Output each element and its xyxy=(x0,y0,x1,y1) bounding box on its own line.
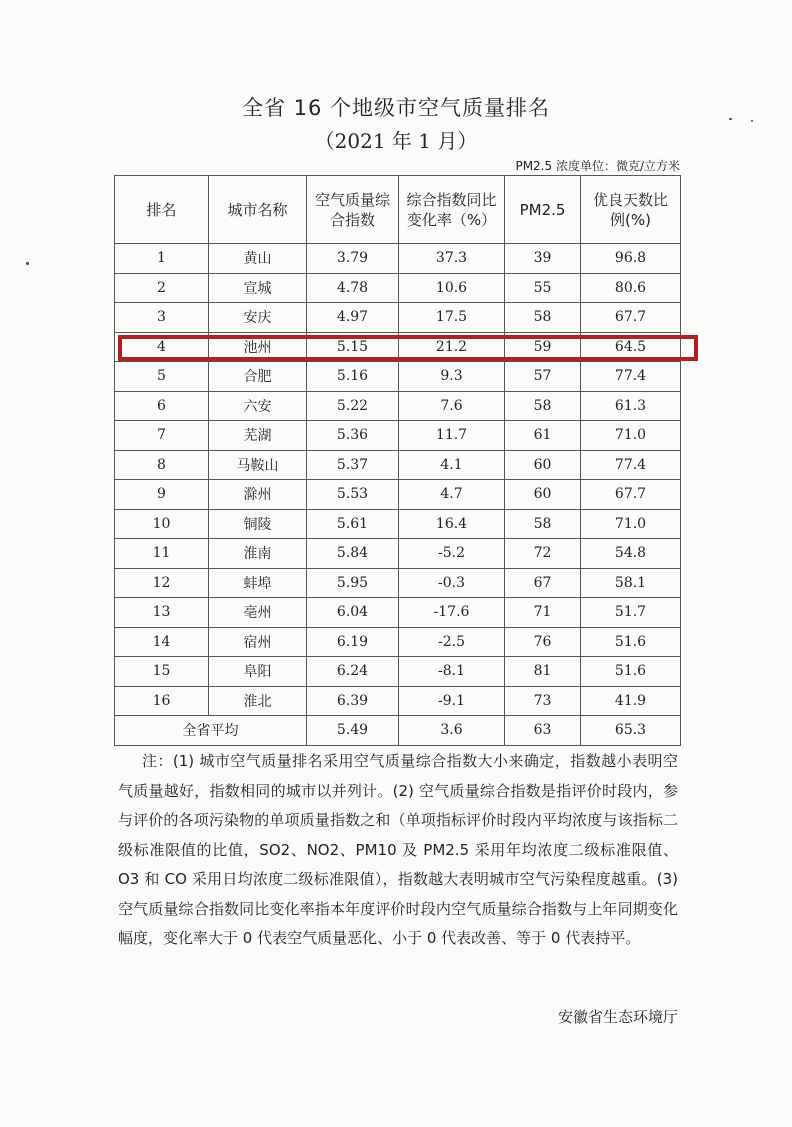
table-row xyxy=(115,598,681,628)
cell-aqi-index: 5.15 xyxy=(307,332,399,362)
table-row xyxy=(115,303,681,333)
average-row xyxy=(115,716,681,746)
cell-good-ratio: 67.7 xyxy=(581,480,681,510)
cell-change-rate: -8.1 xyxy=(399,657,505,687)
cell-pm25: 73 xyxy=(505,686,581,716)
cell-rank: 14 xyxy=(115,627,209,657)
cell-city: 池州 xyxy=(209,332,307,362)
cell-aqi-index: 5.36 xyxy=(307,421,399,451)
cell-change-rate: 16.4 xyxy=(399,509,505,539)
cell-aqi-index: 6.04 xyxy=(307,598,399,628)
cell-pm25: 60 xyxy=(505,480,581,510)
cell-pm25: 55 xyxy=(505,273,581,303)
cell-rank: 13 xyxy=(115,598,209,628)
header-change-rate: 综合指数同比变化率（%） xyxy=(399,176,505,244)
cell-rank: 7 xyxy=(115,421,209,451)
header-aqi-index: 空气质量综合指数 xyxy=(307,176,399,244)
header-city: 城市名称 xyxy=(209,176,307,244)
header-rank: 排名 xyxy=(115,176,209,244)
header-pm25: PM2.5 xyxy=(505,176,581,244)
cell-aqi-index: 5.84 xyxy=(307,539,399,569)
cell-good-ratio: 77.4 xyxy=(581,450,681,480)
cell-change-rate: 21.2 xyxy=(399,332,505,362)
table-row xyxy=(115,450,681,480)
cell-city: 铜陵 xyxy=(209,509,307,539)
cell-pm25: 60 xyxy=(505,450,581,480)
cell-good-ratio: 61.3 xyxy=(581,391,681,421)
cell-pm25: 39 xyxy=(505,244,581,274)
cell-aqi-index: 5.53 xyxy=(307,480,399,510)
cell-change-rate: -5.2 xyxy=(399,539,505,569)
cell-change-rate: 4.7 xyxy=(399,480,505,510)
cell-good-ratio: 58.1 xyxy=(581,568,681,598)
issuing-agency: 安徽省生态环境厅 xyxy=(557,1008,678,1026)
average-good-ratio: 65.3 xyxy=(581,716,681,746)
document-title: 全省 16 个地级市空气质量排名 xyxy=(241,96,551,120)
cell-good-ratio: 71.0 xyxy=(581,421,681,451)
table-row xyxy=(115,539,681,569)
scan-speck xyxy=(751,120,753,122)
cell-good-ratio: 51.7 xyxy=(581,598,681,628)
cell-change-rate: 4.1 xyxy=(399,450,505,480)
cell-aqi-index: 4.78 xyxy=(307,273,399,303)
cell-city: 芜湖 xyxy=(209,421,307,451)
cell-rank: 9 xyxy=(115,480,209,510)
cell-city: 亳州 xyxy=(209,598,307,628)
cell-pm25: 57 xyxy=(505,362,581,392)
cell-city: 马鞍山 xyxy=(209,450,307,480)
average-index: 5.49 xyxy=(307,716,399,746)
cell-aqi-index: 6.24 xyxy=(307,657,399,687)
cell-city: 阜阳 xyxy=(209,657,307,687)
cell-rank: 8 xyxy=(115,450,209,480)
cell-aqi-index: 5.16 xyxy=(307,362,399,392)
average-pm25: 63 xyxy=(505,716,581,746)
cell-good-ratio: 96.8 xyxy=(581,244,681,274)
cell-rank: 12 xyxy=(115,568,209,598)
table-row xyxy=(115,421,681,451)
cell-city: 滁州 xyxy=(209,480,307,510)
table-row xyxy=(115,509,681,539)
table-row xyxy=(115,244,681,274)
cell-city: 安庆 xyxy=(209,303,307,333)
cell-pm25: 61 xyxy=(505,421,581,451)
cell-city: 六安 xyxy=(209,391,307,421)
cell-rank: 16 xyxy=(115,686,209,716)
table-row xyxy=(115,657,681,687)
cell-good-ratio: 77.4 xyxy=(581,362,681,392)
cell-change-rate: 37.3 xyxy=(399,244,505,274)
cell-good-ratio: 41.9 xyxy=(581,686,681,716)
cell-rank: 5 xyxy=(115,362,209,392)
cell-aqi-index: 4.97 xyxy=(307,303,399,333)
document-subtitle-date: （2021 年 1 月） xyxy=(314,129,478,153)
cell-pm25: 59 xyxy=(505,332,581,362)
cell-rank: 10 xyxy=(115,509,209,539)
cell-change-rate: -2.5 xyxy=(399,627,505,657)
cell-pm25: 58 xyxy=(505,391,581,421)
highlight-box-chizhou xyxy=(118,335,698,361)
cell-pm25: 58 xyxy=(505,509,581,539)
table-row xyxy=(115,480,681,510)
cell-rank: 4 xyxy=(115,332,209,362)
cell-aqi-index: 5.22 xyxy=(307,391,399,421)
cell-city: 蚌埠 xyxy=(209,568,307,598)
cell-aqi-index: 3.79 xyxy=(307,244,399,274)
cell-rank: 3 xyxy=(115,303,209,333)
table-row xyxy=(115,627,681,657)
cell-good-ratio: 80.6 xyxy=(581,273,681,303)
ranking-table xyxy=(114,175,681,746)
cell-pm25: 76 xyxy=(505,627,581,657)
cell-aqi-index: 5.61 xyxy=(307,509,399,539)
cell-rank: 2 xyxy=(115,273,209,303)
table-row xyxy=(115,391,681,421)
cell-change-rate: 7.6 xyxy=(399,391,505,421)
cell-rank: 1 xyxy=(115,244,209,274)
cell-good-ratio: 54.8 xyxy=(581,539,681,569)
footnote: 注：(1) 城市空气质量排名采用空气质量综合指数大小来确定，指数越小表明空气质量越好，指数相同的城市以并列计。(2) 空气质量综合指数是指评价时段内，参与评价的各项污染物的单项质量指数之和（单项指标评价时段内平均浓度与该指标二级标准限值的比值，SO2、NO2、PM10 及 PM2.5 采用年均浓度二级标准限值、O3 和 CO 采用日均浓度二级标准限值），指数越大表明城市空气污染程度越重。(3) 空气质量综合指数同比变化率指本年度评价时段内空气质量综合指数与上年同期变化幅度，变化率大于 0 代表空气质量恶化、小于 0 代表改善、等于 0 代表持平。 xyxy=(118,752,678,947)
cell-aqi-index: 5.37 xyxy=(307,450,399,480)
cell-pm25: 72 xyxy=(505,539,581,569)
cell-city: 淮北 xyxy=(209,686,307,716)
cell-aqi-index: 6.19 xyxy=(307,627,399,657)
unit-note: PM2.5 浓度单位：微克/立方米 xyxy=(515,159,680,173)
scan-speck xyxy=(26,262,29,265)
cell-change-rate: 9.3 xyxy=(399,362,505,392)
cell-aqi-index: 6.39 xyxy=(307,686,399,716)
cell-aqi-index: 5.95 xyxy=(307,568,399,598)
cell-pm25: 71 xyxy=(505,598,581,628)
cell-rank: 15 xyxy=(115,657,209,687)
cell-change-rate: 10.6 xyxy=(399,273,505,303)
cell-city: 宿州 xyxy=(209,627,307,657)
cell-change-rate: -9.1 xyxy=(399,686,505,716)
cell-city: 黄山 xyxy=(209,244,307,274)
table-row xyxy=(115,362,681,392)
table-row xyxy=(115,568,681,598)
table-row xyxy=(115,686,681,716)
cell-change-rate: 17.5 xyxy=(399,303,505,333)
cell-good-ratio: 64.5 xyxy=(581,332,681,362)
cell-pm25: 67 xyxy=(505,568,581,598)
cell-good-ratio: 71.0 xyxy=(581,509,681,539)
table-row xyxy=(115,273,681,303)
cell-change-rate: -0.3 xyxy=(399,568,505,598)
header-good-days-ratio: 优良天数比例(%) xyxy=(581,176,681,244)
cell-pm25: 58 xyxy=(505,303,581,333)
average-label: 全省平均 xyxy=(115,716,307,746)
cell-good-ratio: 67.7 xyxy=(581,303,681,333)
cell-city: 合肥 xyxy=(209,362,307,392)
cell-rank: 6 xyxy=(115,391,209,421)
table-header-row xyxy=(115,176,681,244)
cell-change-rate: -17.6 xyxy=(399,598,505,628)
scan-speck xyxy=(729,118,732,120)
cell-city: 宣城 xyxy=(209,273,307,303)
cell-good-ratio: 51.6 xyxy=(581,627,681,657)
cell-good-ratio: 51.6 xyxy=(581,657,681,687)
cell-pm25: 81 xyxy=(505,657,581,687)
cell-rank: 11 xyxy=(115,539,209,569)
average-change: 3.6 xyxy=(399,716,505,746)
cell-change-rate: 11.7 xyxy=(399,421,505,451)
cell-city: 淮南 xyxy=(209,539,307,569)
